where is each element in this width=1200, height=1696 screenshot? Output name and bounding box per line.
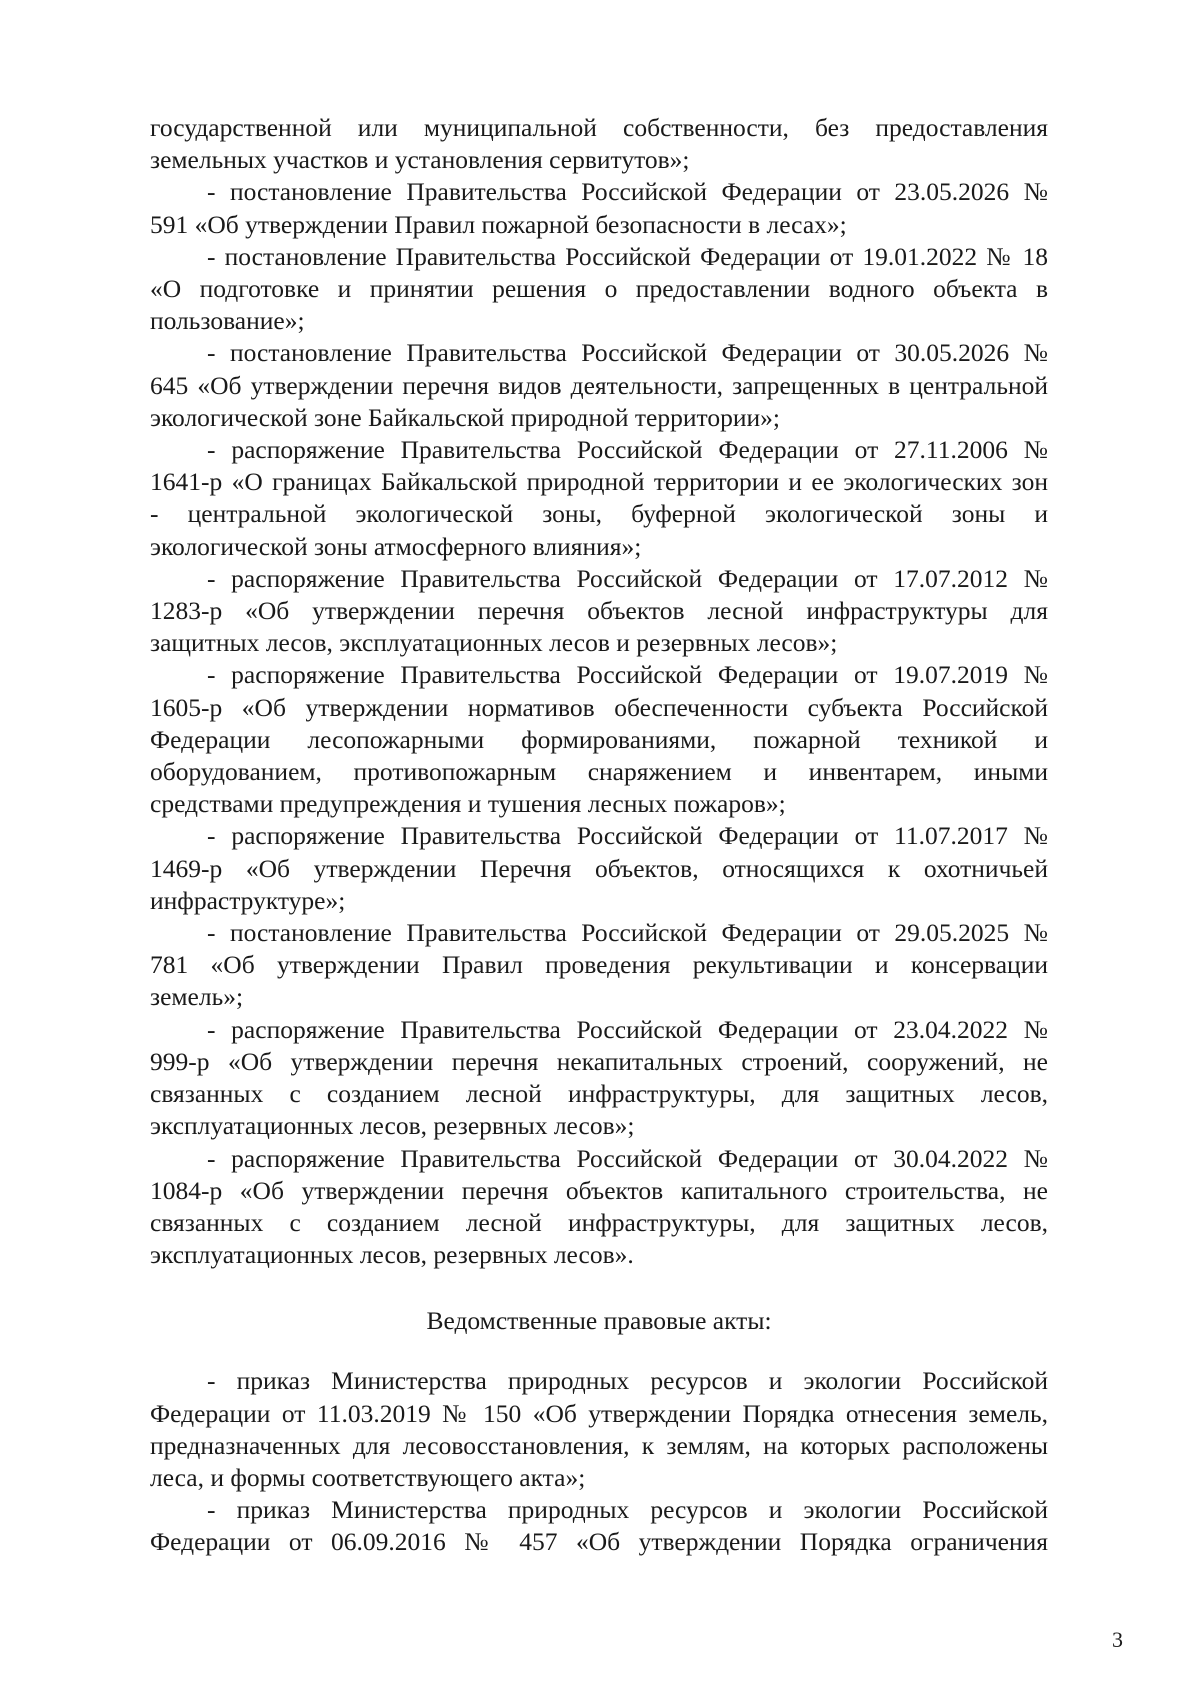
text-line: предназначенных для лесовосстановления, к землям, на которых расположены bbox=[150, 1430, 1048, 1460]
text-line: - постановление Правительства Российской Федерации от 19.01.2022 № 18 bbox=[207, 241, 1048, 271]
text-line: - распоряжение Правительства Российской Федерации от 19.07.2019 № bbox=[207, 660, 1048, 690]
legal-act-item bbox=[150, 659, 1048, 820]
text-line: Федерации лесопожарными формированиями, пожарной техникой и bbox=[150, 724, 1048, 754]
text-line: защитных лесов, эксплуатационных лесов и резервных лесов»; bbox=[150, 628, 838, 658]
text-line: - распоряжение Правительства Российской Федерации от 23.04.2022 № bbox=[207, 1014, 1048, 1044]
text-line: - постановление Правительства Российской Федерации от 29.05.2025 № bbox=[207, 918, 1048, 948]
legal-act-item bbox=[150, 434, 1048, 563]
text-line: средствами предупреждения и тушения лесных пожаров»; bbox=[150, 789, 786, 819]
text-line: 645 «Об утверждении перечня видов деятельности, запрещенных в центральной bbox=[150, 370, 1048, 400]
text-line: 1605-р «Об утверждении нормативов обеспеченности субъекта Российской bbox=[150, 692, 1048, 722]
legal-act-item bbox=[150, 337, 1048, 434]
text-line: экологической зоне Байкальской природной территории»; bbox=[150, 402, 780, 432]
section-heading: Ведомственные правовые акты: bbox=[426, 1306, 772, 1336]
text-line: земель»; bbox=[150, 982, 244, 1012]
legal-act-item bbox=[150, 241, 1048, 338]
document-body bbox=[150, 112, 1048, 1559]
text-line: - постановление Правительства Российской Федерации от 23.05.2026 № bbox=[207, 177, 1048, 207]
legal-act-item bbox=[150, 1014, 1048, 1143]
text-line: 1469-р «Об утверждении Перечня объектов, относящихся к охотничьей bbox=[150, 853, 1048, 883]
text-line: 1084-р «Об утверждении перечня объектов капитального строительства, не bbox=[150, 1175, 1048, 1205]
text-line: эксплуатационных лесов, резервных лесов». bbox=[150, 1240, 634, 1270]
text-line: - распоряжение Правительства Российской Федерации от 27.11.2006 № bbox=[207, 435, 1048, 465]
text-line: - постановление Правительства Российской Федерации от 30.05.2026 № bbox=[207, 338, 1048, 368]
text-line: - распоряжение Правительства Российской Федерации от 17.07.2012 № bbox=[207, 563, 1048, 593]
text-line: государственной или муниципальной собственности, без предоставления bbox=[150, 113, 1048, 142]
text-line: - приказ Министерства природных ресурсов и экологии Российской bbox=[207, 1495, 1048, 1525]
text-line: 999-р «Об утверждении перечня некапитальных строений, сооружений, не bbox=[150, 1046, 1048, 1076]
text-line: оборудованием, противопожарным снаряжением и инвентарем, иными bbox=[150, 757, 1048, 787]
legal-act-item bbox=[150, 1143, 1048, 1272]
text-line: экологической зоны атмосферного влияния»; bbox=[150, 531, 642, 561]
page-number: 3 bbox=[1112, 1627, 1123, 1652]
text-line: инфраструктуре»; bbox=[150, 885, 346, 915]
departmental-acts-list bbox=[150, 1365, 1048, 1558]
text-line: «О подготовке и принятии решения о предоставлении водного объекта в bbox=[150, 274, 1048, 304]
text-line: пользование»; bbox=[150, 306, 305, 336]
text-line: 1641-р «О границах Байкальской природной территории и ее экологических зон bbox=[150, 467, 1048, 497]
text-line: Федерации от 06.09.2016 № 457 «Об утверждении Порядка ограничения bbox=[150, 1527, 1048, 1557]
text-line: эксплуатационных лесов, резервных лесов»; bbox=[150, 1111, 635, 1141]
text-line: леса, и формы соответствующего акта»; bbox=[150, 1462, 586, 1492]
legal-act-item bbox=[150, 176, 1048, 240]
federal-acts-list bbox=[150, 112, 1048, 1271]
text-line: земельных участков и установления сервитутов»; bbox=[150, 145, 690, 175]
text-line: 781 «Об утверждении Правил проведения рекультивации и консервации bbox=[150, 950, 1048, 980]
text-line: 591 «Об утверждении Правил пожарной безопасности в лесах»; bbox=[150, 209, 847, 239]
text-line: - центральной экологической зоны, буферной экологической зоны и bbox=[150, 499, 1048, 529]
legal-act-item bbox=[150, 563, 1048, 660]
legal-act-item bbox=[150, 917, 1048, 1014]
text-line: связанных с созданием лесной инфраструктуры, для защитных лесов, bbox=[150, 1207, 1048, 1237]
legal-act-item bbox=[150, 820, 1048, 917]
text-line: 1283-р «Об утверждении перечня объектов лесной инфраструктуры для bbox=[150, 596, 1048, 626]
text-line: - распоряжение Правительства Российской Федерации от 30.04.2022 № bbox=[207, 1143, 1048, 1173]
legal-act-item bbox=[150, 112, 1048, 176]
legal-act-item bbox=[150, 1494, 1048, 1558]
text-line: - приказ Министерства природных ресурсов и экологии Российской bbox=[207, 1366, 1048, 1396]
legal-act-item bbox=[150, 1365, 1048, 1494]
text-line: - распоряжение Правительства Российской Федерации от 11.07.2017 № bbox=[207, 821, 1048, 851]
text-line: связанных с созданием лесной инфраструктуры, для защитных лесов, bbox=[150, 1079, 1048, 1109]
text-line: Федерации от 11.03.2019 № 150 «Об утверждении Порядка отнесения земель, bbox=[150, 1398, 1048, 1428]
